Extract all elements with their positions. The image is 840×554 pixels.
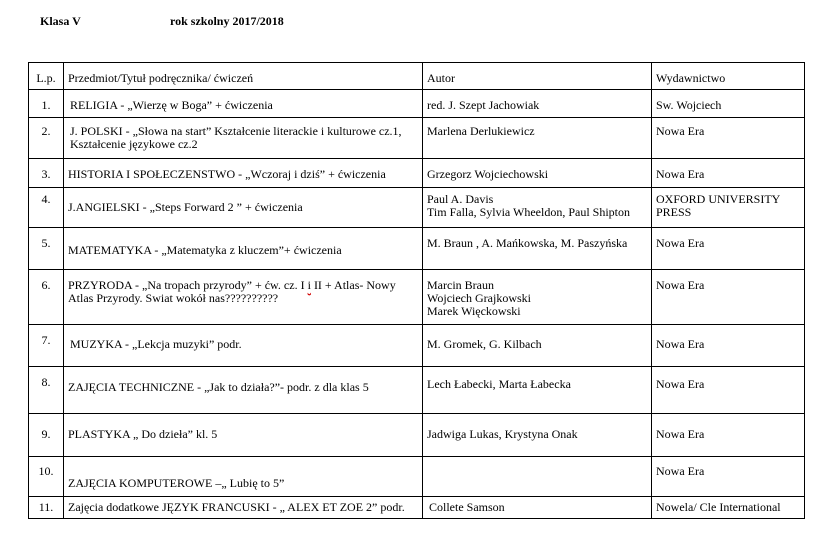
row-subject: MATEMATYKA - „Matematyka z kluczem”+ ćwiczenia [64,228,423,270]
row-number: 6. [29,270,64,325]
row-author [423,188,652,228]
table-row [29,90,805,118]
spellcheck-mark: i [307,278,311,292]
row-subject: RELIGIA - „Wierzę w Boga” + ćwiczenia [64,90,423,118]
author-line: Wojciech Grajkowski [427,291,532,305]
table-header-row [29,63,805,90]
publisher-line: Nowa Era [656,124,705,138]
author-line: Grzegorz Wojciechowski [427,167,549,181]
author-line: Marlena Derlukiewicz [427,124,535,138]
row-publisher [652,228,805,270]
table-row [29,188,805,228]
row-subject: J.ANGIELSKI - „Steps Forward 2 ” + ćwiczenia [64,188,423,228]
row-author [423,325,652,367]
class-heading: Klasa V [40,14,81,28]
author-line: M. Gromek, G. Kilbach [427,337,542,351]
publisher-line: PRESS [656,205,692,219]
row-number: 2. [29,118,64,159]
row-number: 1. [29,90,64,118]
publisher-line: Nowa Era [656,167,705,181]
publisher-line: OXFORD UNIVERSITY [656,192,781,206]
author-line: red. J. Szept Jachowiak [427,98,540,112]
publisher-line: Sw. Wojciech [656,98,722,112]
publisher-line: Nowa Era [656,377,705,391]
school-year-heading: rok szkolny 2017/2018 [170,14,284,28]
row-publisher [652,159,805,188]
author-line: Tim Falla, Sylvia Wheeldon, Paul Shipton [427,205,631,219]
row-subject [64,270,423,325]
publisher-line: Nowa Era [656,337,705,351]
table-row [29,159,805,188]
row-subject: J. POLSKI - „Słowa na start” Kształcenie literackie i kulturowe cz.1, Kształcenie językowe cz.2 [64,118,423,159]
author-line: Marek Więckowski [427,304,521,318]
table-row [29,367,805,414]
row-subject: Zajęcia dodatkowe JĘZYK FRANCUSKI - „ ALEX ET ZOE 2” podr. [64,497,423,519]
row-subject: ZAJĘCIA TECHNICZNE - „Jak to działa?”- podr. z dla klas 5 [64,367,423,414]
row-author [423,497,652,519]
row-publisher [652,367,805,414]
row-subject: MUZYKA - „Lekcja muzyki” podr. [64,325,423,367]
row-subject: ZAJĘCIA KOMPUTEROWE –„ Lubię to 5” [64,457,423,497]
col-header-subject: Przedmiot/Tytuł podręcznika/ ćwiczeń [64,63,423,90]
table-row [29,228,805,270]
publisher-line: Nowela/ Cle International [656,500,781,514]
author-line: M. Braun , A. Mańkowska, M. Paszyńska [427,236,628,250]
table-row [29,497,805,519]
textbook-table [28,62,805,519]
row-author [423,118,652,159]
row-subject: HISTORIA I SPOŁECZENSTWO - „Wczoraj i dziś” + ćwiczenia [64,159,423,188]
publisher-line: Nowa Era [656,278,705,292]
row-author [423,159,652,188]
row-number: 9. [29,414,64,457]
row-author [423,270,652,325]
author-line: Paul A. Davis [427,192,494,206]
row-number: 8. [29,367,64,414]
row-publisher [652,497,805,519]
row-author [423,457,652,497]
col-header-lp: L.p. [29,63,64,90]
subject-text: II + Atlas- Nowy Atlas Przyrody. Swiat wokół nas?????????? [68,278,396,305]
row-publisher [652,325,805,367]
row-publisher [652,414,805,457]
row-number: 5. [29,228,64,270]
row-author [423,367,652,414]
row-number: 10. [29,457,64,497]
row-number: 11. [29,497,64,519]
row-subject: PLASTYKA „ Do dzieła” kl. 5 [64,414,423,457]
row-number: 4. [29,188,64,228]
author-line: Jadwiga Lukas, Krystyna Onak [427,427,578,441]
row-publisher [652,118,805,159]
col-header-author: Autor [423,63,652,90]
author-line: Lech Łabecki, Marta Łabecka [427,377,571,391]
row-publisher [652,188,805,228]
row-author [423,90,652,118]
publisher-line: Nowa Era [656,236,705,250]
table-row [29,270,805,325]
col-header-publisher: Wydawnictwo [652,63,805,90]
row-author [423,228,652,270]
row-author [423,414,652,457]
row-number: 7. [29,325,64,367]
author-line: Collete Samson [429,500,505,514]
publisher-line: Nowa Era [656,464,705,478]
table-row [29,325,805,367]
table-row [29,414,805,457]
table-row [29,118,805,159]
row-number: 3. [29,159,64,188]
table-row [29,457,805,497]
subject-text: PRZYRODA - „Na tropach przyrody” + ćw. cz. I [68,278,308,292]
publisher-line: Nowa Era [656,427,705,441]
row-publisher [652,457,805,497]
author-line: Marcin Braun [427,278,494,292]
row-publisher [652,270,805,325]
row-publisher [652,90,805,118]
